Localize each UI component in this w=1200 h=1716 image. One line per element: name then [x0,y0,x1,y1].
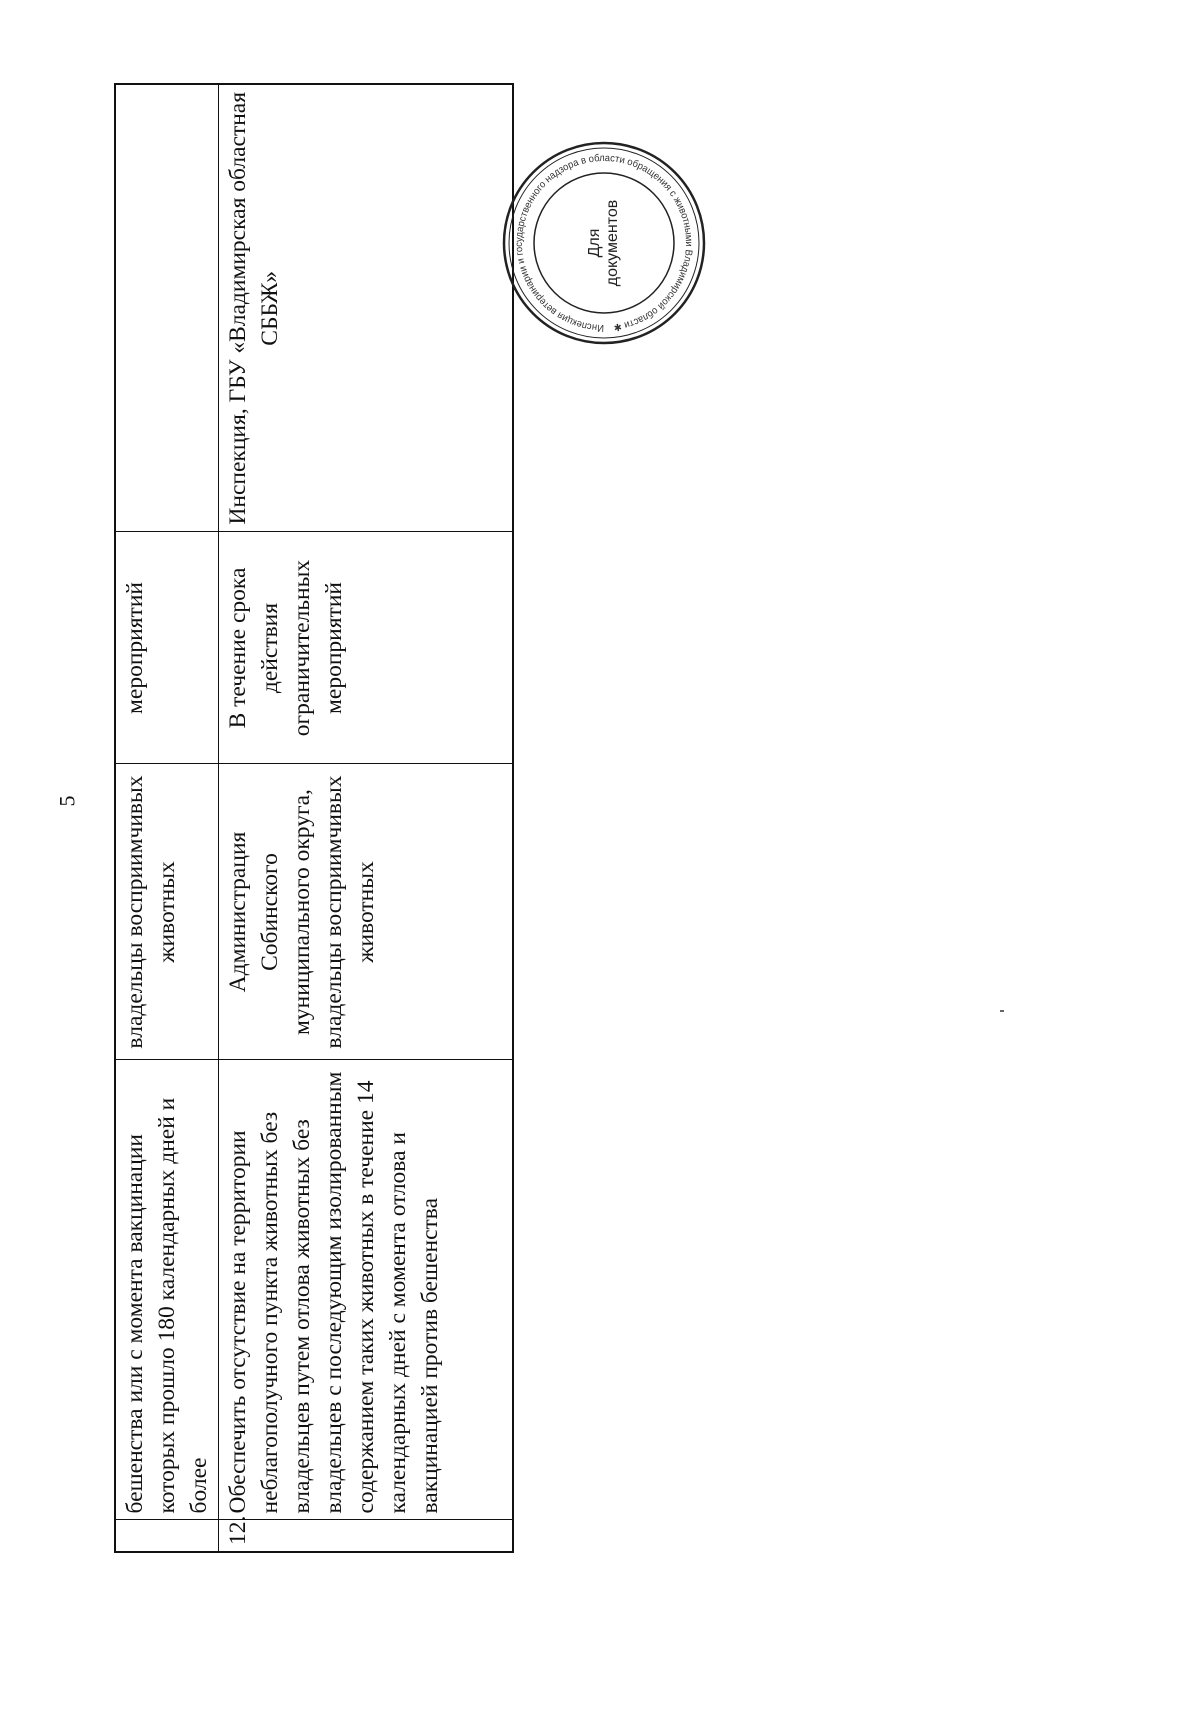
responsible-party: владельцы восприимчивых животных [115,764,219,1060]
executor: Инспекция, ГБУ «Владимирская областная СББЖ» [219,84,513,532]
stamp-ring-text: Инспекция ветеринарии и государственного надзора в области обращения с животными Владимирской области ✱ [513,152,695,334]
measure-description: бешенства или с момента вакцинации которых прошло 180 календарных дней и более [115,1060,219,1520]
deadline: В течение срока действия ограничительных мероприятий [219,532,513,764]
stamp-center-line1: Для [586,228,603,258]
page-number: 5 [54,795,80,807]
stamp-center-text [499,138,709,348]
row-number [115,1520,219,1552]
executor [115,84,219,532]
measure-description: Обеспечить отсутствие на территории неблагополучного пункта животных без владельцев путем отлова животных без владельцев с последующим изолированным содержанием таких животных в течение 14 календарных дней с момента отлова и вакцинацией против бешенства [219,1060,513,1520]
scan-speck [1000,1010,1004,1012]
stamp-center-line2: документов [604,199,621,287]
table-row [219,84,513,1552]
official-stamp [499,138,709,348]
row-number: 12. [219,1520,513,1552]
responsible-party: Администрация Собинского муниципального округа, владельцы восприимчивых животных [219,764,513,1060]
deadline: мероприятий [115,532,219,764]
table-row [115,84,219,1552]
measures-table [114,83,514,1553]
